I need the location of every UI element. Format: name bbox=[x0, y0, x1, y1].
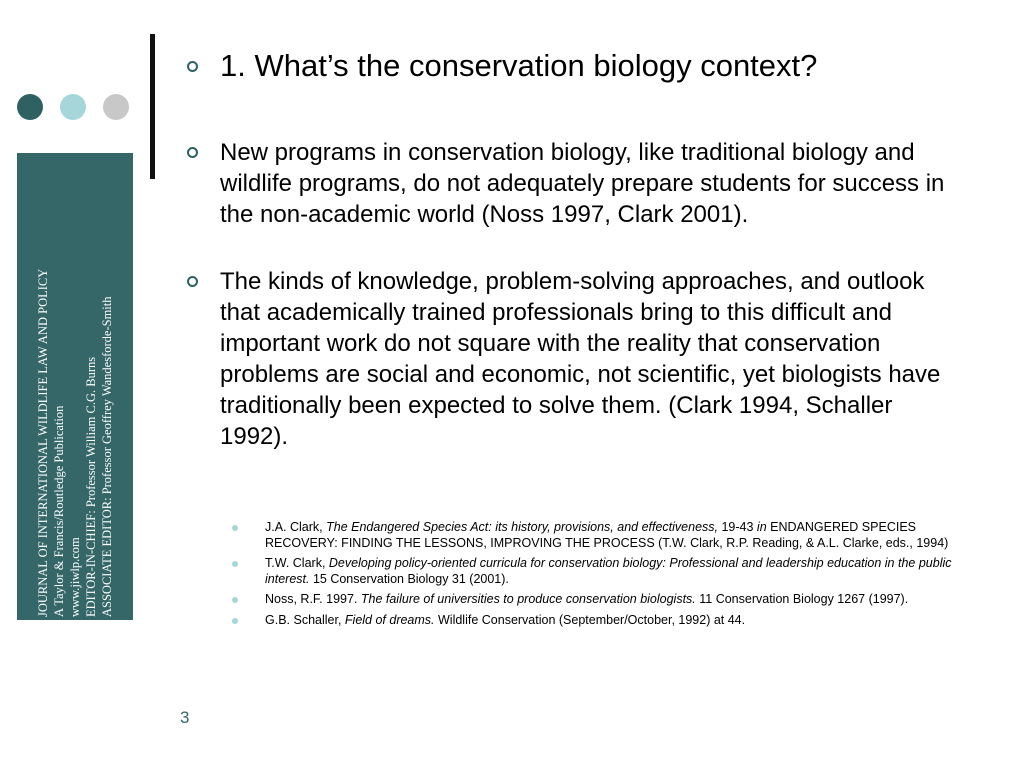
decorative-dot-gray bbox=[103, 94, 129, 120]
reference-item bbox=[232, 592, 962, 608]
reference-detail: 19-43 bbox=[718, 520, 757, 534]
bullet-icon bbox=[187, 147, 198, 158]
decorative-dot-light bbox=[60, 94, 86, 120]
page-number: 3 bbox=[180, 708, 190, 727]
sidebar-line-associate-editor: ASSOCIATE EDITOR: Professor Geoffrey Wandesforde-Smith bbox=[100, 296, 114, 617]
reference-item bbox=[232, 520, 962, 551]
paragraph-2: The kinds of knowledge, problem-solving approaches, and outlook that academically trained professionals bring to this difficult and important work do not square with the reality that conservation problems are social and economic, not scientific, yet biologists have traditionally been expected to solve them. (Clark 1994, Schaller 1992). bbox=[220, 268, 941, 450]
small-bullet-icon bbox=[232, 525, 238, 531]
bullet-icon bbox=[187, 276, 198, 287]
reference-title: The Endangered Species Act: its history, provisions, and effectiveness, bbox=[326, 520, 718, 534]
reference-source: ENDANGERED SPECIES RECOVERY: FINDING THE LESSONS, IMPROVING THE PROCESS (T.W. Clark, R.P. Reading, & A.L. Clarke, eds., 1994) bbox=[265, 520, 949, 550]
reference-title: Field of dreams. bbox=[344, 612, 435, 627]
sidebar-line-website: www.jiwlp.com bbox=[68, 536, 82, 617]
reference-author: Noss, R.F. 1997. bbox=[265, 592, 361, 606]
sidebar-text bbox=[35, 157, 115, 617]
reference-item bbox=[232, 556, 962, 587]
reference-title: Developing policy-oriented curricula for conservation biology: Professional and leadership education in the public interest. bbox=[265, 556, 952, 586]
sidebar-line-publisher: A Taylor & Francis/Routledge Publication bbox=[52, 405, 66, 617]
reference-detail: Wildlife Conservation (September/October, 1992) at 44. bbox=[434, 612, 746, 627]
sidebar-line-editor: EDITOR-IN-CHIEF: Professor William C.G. Burns bbox=[84, 356, 98, 617]
reference-item bbox=[232, 613, 962, 629]
reference-author: J.A. Clark, bbox=[265, 520, 327, 534]
reference-author: G.B. Schaller, bbox=[265, 612, 345, 627]
vertical-divider bbox=[150, 34, 155, 179]
sidebar-line-journal: JOURNAL OF INTERNATIONAL WILDLIFE LAW AND POLICY bbox=[36, 268, 50, 617]
references-list bbox=[232, 520, 962, 633]
slide-title: 1. What’s the conservation biology context? bbox=[220, 48, 818, 83]
small-bullet-icon bbox=[232, 618, 238, 624]
small-bullet-icon bbox=[232, 561, 238, 567]
small-bullet-icon bbox=[232, 597, 238, 603]
reference-title: The failure of universities to produce conservation biologists. bbox=[360, 592, 696, 606]
journal-sidebar bbox=[17, 153, 133, 620]
bullet-icon bbox=[187, 61, 198, 72]
reference-in: in bbox=[756, 520, 767, 534]
reference-detail: 11 Conservation Biology 1267 (1997). bbox=[695, 592, 909, 606]
decorative-dot-dark bbox=[17, 94, 43, 120]
reference-detail: 15 Conservation Biology 31 (2001). bbox=[309, 571, 509, 586]
reference-author: T.W. Clark, bbox=[265, 556, 329, 570]
paragraph-1: New programs in conservation biology, like traditional biology and wildlife programs, do not adequately prepare students for success in the non-academic world (Noss 1997, Clark 2001). bbox=[220, 139, 945, 228]
